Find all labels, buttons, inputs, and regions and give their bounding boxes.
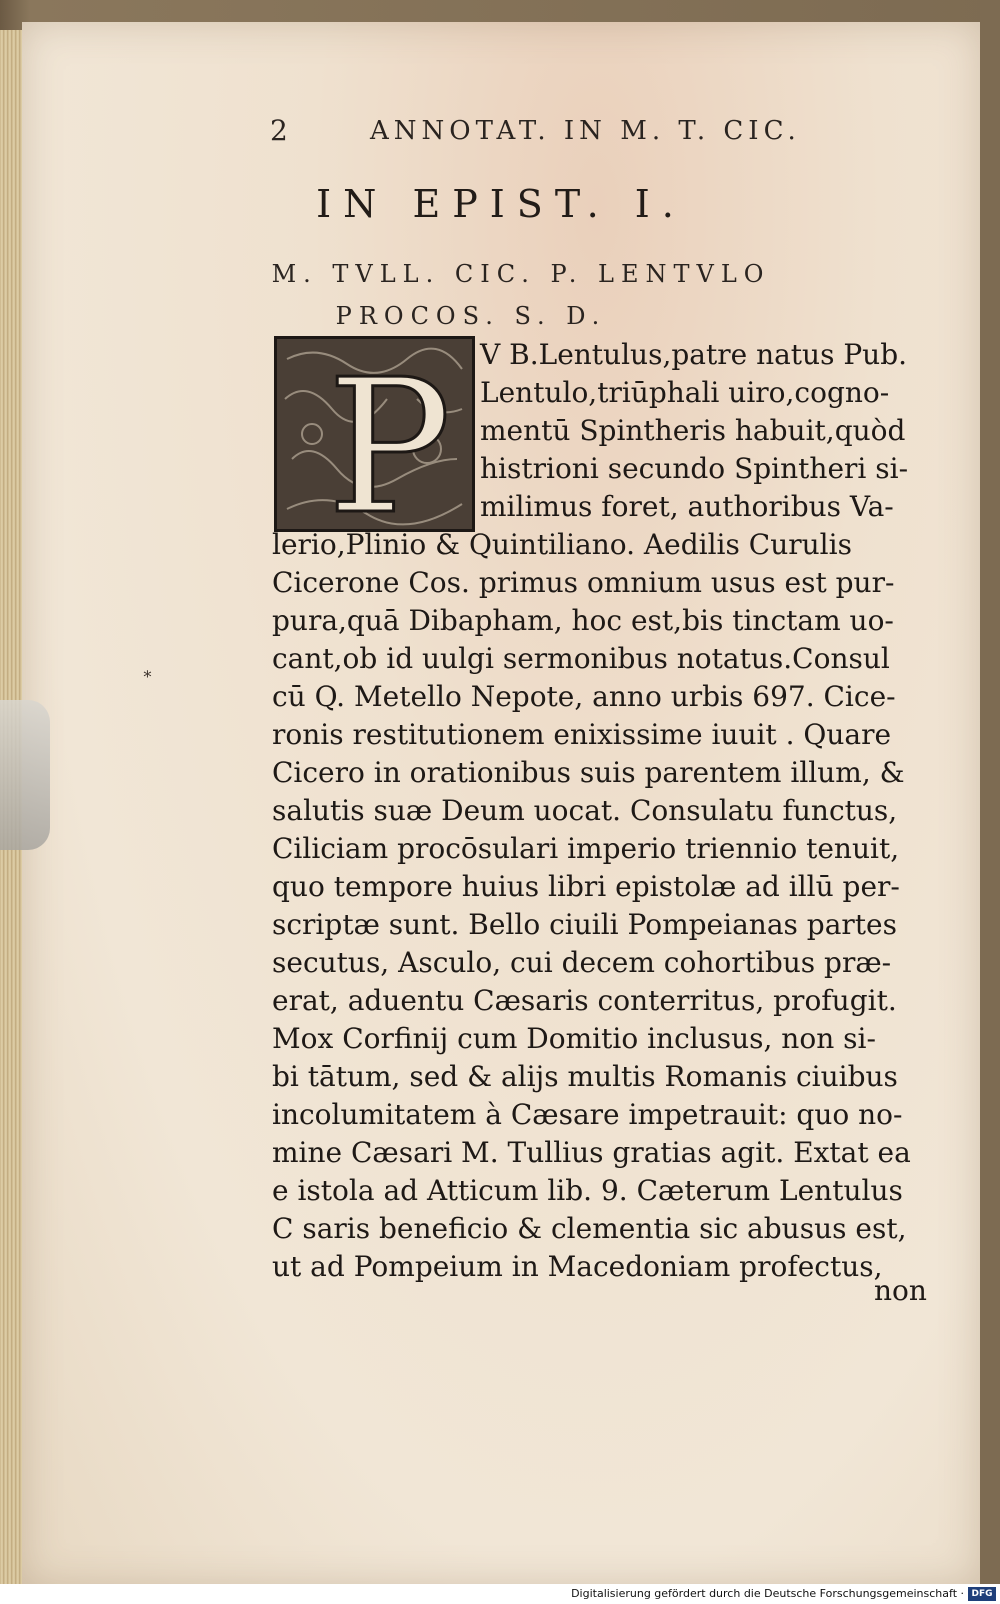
text-line: histrioni secundo Spintheri si-	[480, 452, 909, 485]
text-line: salutis suæ Deum uocat. Consulatu functus,	[272, 794, 898, 827]
initial-artwork	[277, 339, 472, 529]
ink-speck: ∗	[142, 664, 153, 683]
dfg-logo-icon: DFG	[968, 1587, 996, 1601]
woodcut-initial-p-icon	[274, 336, 475, 532]
text-line: Cicerone Cos. primus omnium usus est pur-	[272, 566, 895, 599]
text-line: cant,ob id uulgi sermonibus notatus.Consul	[272, 642, 890, 675]
text-line: ronis restitutionem enixissime iuuit . Quare	[272, 718, 892, 751]
running-title: ANNOTAT. IN M. T. CIC.	[370, 116, 801, 146]
section-title: IN EPIST. I.	[316, 182, 686, 226]
text-line: ut ad Pompeium in Macedoniam profectus,	[272, 1250, 883, 1283]
text-line: bi tātum, sed & alijs multis Romanis ciuibus	[272, 1060, 898, 1093]
text-line: Ciliciam procōsulari imperio triennio tenuit,	[272, 832, 900, 865]
footer-credit: Digitalisierung gefördert durch die Deutsche Forschungsgemeinschaft ·	[571, 1587, 964, 1600]
text-line: incolumitatem à Cæsare impetrauit: quo no-	[272, 1098, 903, 1131]
initial-letter: P	[327, 339, 452, 529]
text-line: quo tempore huius libri epistolæ ad illū per-	[272, 870, 900, 903]
text-line: e istola ad Atticum lib. 9. Cæterum Lentulus	[272, 1174, 903, 1207]
text-line: mentū Spintheris habuit,quòd	[480, 414, 906, 447]
book-page	[22, 22, 980, 1587]
text-line: lerio,Plinio & Quintiliano. Aedilis Curulis	[272, 528, 852, 561]
text-line: Cicero in orationibus suis parentem illum, &	[272, 756, 905, 789]
letter-greeting: PROCOS. S. D.	[335, 302, 607, 330]
letter-address: M. TVLL. CIC. P. LENTVLO	[271, 260, 771, 288]
text-line: erat, aduentu Cæsaris conterritus, profugit.	[272, 984, 897, 1017]
catchword: non	[874, 1274, 927, 1307]
text-line: mine Cæsari M. Tullius gratias agit. Extat ea	[272, 1136, 911, 1169]
text-line: V B.Lentulus,patre natus Pub.	[480, 338, 908, 371]
text-line: cū Q. Metello Nepote, anno urbis 697. Cice-	[272, 680, 896, 713]
footer-bar	[0, 1584, 1000, 1604]
text-line: secutus, Asculo, cui decem cohortibus præ-	[272, 946, 892, 979]
text-line: Mox Corfinij cum Domitio inclusus, non si-	[272, 1022, 876, 1055]
running-head	[270, 114, 870, 154]
text-line: scriptæ sunt. Bello ciuili Pompeianas partes	[272, 908, 897, 941]
text-line: pura,quā Dibapham, hoc est,bis tinctam uo-	[272, 604, 894, 637]
text-line: Lentulo,triūphali uiro,cogno-	[480, 376, 890, 409]
page-number: 2	[270, 114, 293, 147]
text-line: milimus foret, authoribus Va-	[480, 490, 894, 523]
scan-clip	[0, 700, 50, 850]
text-line: C saris beneficio & clementia sic abusus est,	[272, 1212, 907, 1245]
